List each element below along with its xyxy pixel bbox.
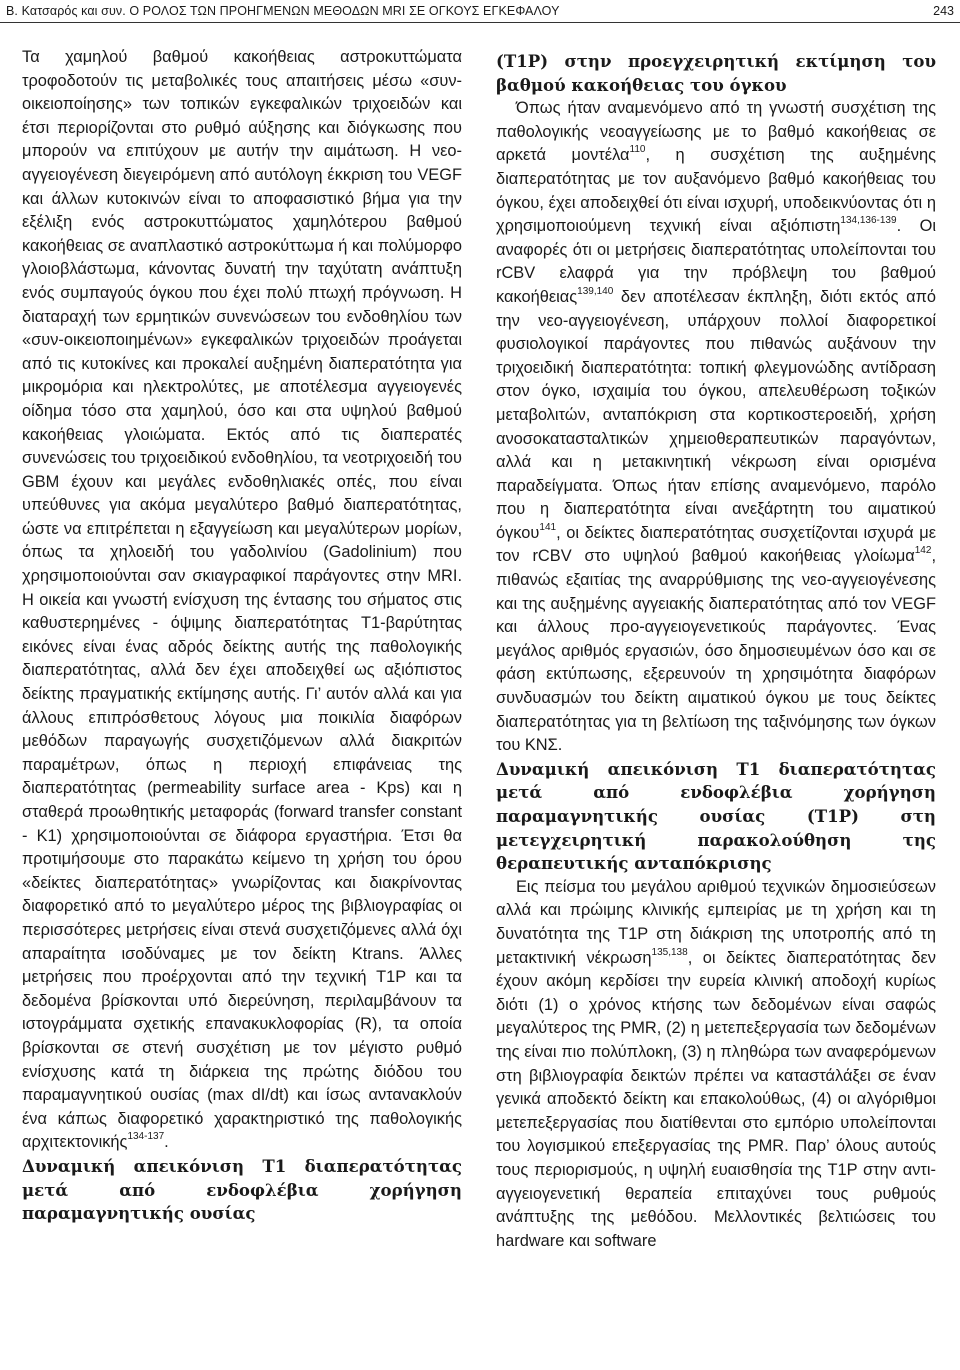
paragraph-text: , οι δείκτες διαπερατότητας δεν έχουν ακόμη κερδίσει την ευρεία κλινική αποδοχή κυρίως διότι (1) ο χρόνος κτήσης των δεδομένων είναι σαφώς μεγαλύτερος της PMR, (2) η μετεπεξεργασία των δεδομένων της είναι πιο πολύπλοκη, (3) η πληθώρα των αναφερόμενων στη βιβλιογραφία δεικτών πρέπει να καταστάλάξει σε έναν γενικά αποδεκτό δείκτη και επακολούθως, (4) οι αλγόριθμοι μετεπεξεργασίας που διατίθενται στο εμπόριο υπολείπονται του λογισμικού επεξεργασίας της PMR. Παρ’ όλους αυτούς τους περιορισμούς, η υψηλή ευαισθησία της T1P στην αντι-αγγειογενετική θεραπεία επιταχύνει τους ρυθμούς ανάπτυξης της μεθόδου. Μελλοντικές βελτιώσεις του hardware και software [496, 948, 936, 1250]
paragraph-text: δεν αποτέλεσαν έκπληξη, διότι εκτός από την νεο-αγγειογένεση, υπάρχουν πολλοί διαφορετικοί φυσιολογικοί παράγοντες που πιθανώς αυξάνουν την τριχοειδική διαπερατότητα: τοπική φλεγμονώδης αντίδραση στον όγκο, ισχαιμία του όγκου, απελευθέρωση τοξικών μεταβολιτών, ανταπόκριση στα κορτικοστεροειδή, χρήση ανοσοκατασταλτικών χημειοθεραπευτικών παραγόντων, αλλά και η μετακινητική νέκρωση είναι ορισμένα παραδείγματα. Όπως ήταν επίσης αναμενόμενο, παρόλο που η διαπερατότητα είναι ανεξάρτητη του αιματικού όγκου [496, 287, 936, 542]
paragraph-text: . Οι αναφορές ότι οι μετρήσεις διαπερατότητας υπολείπονται του rCBV ελαφρά για την πρόβλεψη του βαθμού κακοήθειας [496, 217, 936, 306]
page-number: 243 [933, 4, 954, 18]
paragraph-text: , οι δείκτες διαπερατότητας συσχετίζονται ισχυρά με τον rCBV στο υψηλού βαθμού κακοήθειας γλοίωμα [496, 523, 936, 566]
left-paragraph-text: Τα χαμηλού βαθμού κακοήθειας αστροκυττώματα τροφοδοτούν τις μεταβολικές τους απαιτήσεις μέσω «συν-οικειοποίησης» των τοπικών εγκεφαλικών τριχοειδών και έτσι περιορίζονται στο ρυθμό αύξησης και διόγκωσης που μπορούν να επιτύχουν με αυτήν την αιμάτωση. Η νεο-αγγειογένεση διεγειρόμενη από αυτόλογη έκκριση του VEGF και άλλων κυτοκινών είναι το αποφασιστικό βήμα για την εξέλιξη ενός αστροκυττώματος χαμηλότερου βαθμού κακοήθειας σε αναπλαστικό αστροκύττωμα ή και πολύμορφο γλοιοβλάστωμα, κάνοντας δυνατή την ταχύτατη ανάπτυξη ενός συμπαγούς όγκου που έχει πολύ πτωχή πρόγνωση. Η διαταραχή των ερμητικών συνενώσεων του ενδοθηλίου των «συν-οικειοποιημένων» εγκεφαλικών τριχοειδών προάγεται από τις κυτοκίνες και προκαλεί αυξημένη διαπερατότητα για μικρομόρια και ηλεκτρολύτες, με αποτέλεσμα αγγειογενές οίδημα τόσο στα χαμηλού, όσο και στα υψηλού βαθμού κακοήθειας γλοιώματα. Εκτός από τις διαπερατές συνενώσεις του τριχοειδικού ενδοθηλίου, τα νεοτριχοειδή του GBM έχουν και μεγάλες ενδοθηλιακές οπές, που είναι υπεύθυνες για ακόμα μεγαλύτερο βαθμό διαπερατότητας, ώστε να επιτρέπεται η εξαγγείωση και μεγαλύτερων μορίων, όπως τα χηλοειδή του γαδολινίου (Gadolinium) που χρησιμοποιούνται σαν σκιαγραφικοί παράγοντες στην MRI. Η οικεία και γνωστή ενίσχυση της έντασης του σήματος στις καθυστερημένες - όψιμης διαπερατότητας T1-βαρύτητας εικόνες είναι ένας αδρός δείκτης αυτής της παθολογικής διαπερατότητας, αλλά δεν έχει αποδειχθεί ως αξιόπιστος δείκτης πραγματικής εκτίμησης αυτής. Γι’ αυτόν αλλά και για άλλους επιπρόσθετους λόγους μια ποικιλία διαφόρων μεθόδων παραγωγής συσχετιζόμενων αλλά διακριτών παραμέτρων, όπως η περιοχή επιφάνειας της διαπερατότητας (permeability surface area - Kps) και η σταθερά προωθητικής μεταφοράς (forward transfer constant - K1) χρησιμοποιούνται σε διάφορα εργαστήρια. Έτσι θα προτιμήσουμε στο παρακάτω κείμενο τη χρήση του όρου «δείκτες διαπερατότητας» γνωρίζοντας και διακρίνοντας διαφορετικό από το μεγαλύτερο μέρος της βιβλιογραφίας οι περισσότερες μετρήσεις είναι στενά συσχετιζόμενες αλλά όχι απαραίτητα ισοδύναμες με τον δείκτη Ktrans. Άλλες μετρήσεις που προέρχονται από την τεχνική T1P και τα δεδομένα βρίσκονται υπό διερεύνηση, περιλαμβάνουν τα ιστογράμματα σχετικής επανακυκλοφορίας (R), τα οποία βρίσκονται σε στενή συσχέτιση με τον μέγιστο ρυθμό ενίσχυσης κατά τη διάρκεια της πρώτης διόδου του παραμαγνητικού ουσίας (max dI/dt) και ίσως αντανακλούν ένα κάπως διαφορετικό χαρακτηριστικό της παθολογικής αρχιτεκτονικής [22, 48, 462, 1152]
section-heading-preop: Δυναμική απεικόνιση T1 διαπερατότητας μετά από ενδοφλέβια χορήγηση παραμαγνητικής ουσίας [22, 1155, 462, 1224]
citation-ref: 139,140 [577, 285, 614, 297]
section-heading-preop-cont: (T1P) στην προεγχειρητική εκτίμηση του βαθμού κακοήθειας του όγκου [496, 51, 936, 95]
running-header [0, 0, 960, 22]
citation-ref: 134-137 [127, 1131, 165, 1143]
paragraph-text: Όπως ήταν αναμενόμενο από τη γνωστή συσχέτιση της παθολογικής νεοαγγείωσης με το βαθμό κακοήθειας σε αρκετά μοντέλα [496, 99, 936, 165]
citation-ref: 135,138 [651, 946, 688, 958]
right-column [496, 50, 936, 1370]
section-heading-postop: Δυναμική απεικόνιση T1 διαπερατότητας μετά από ενδοφλέβια χορήγηση παραμαγνητικής ουσίας (T1P) στη μετεγχειρητική παρακολούθηση της θεραπευτικής ανταπόκρισης [496, 758, 936, 874]
right-paragraph-followup [496, 876, 936, 1254]
paragraph-text: , η συσχέτιση της αυξημένης διαπερατότητας με τον αυξανόμενο βαθμό κακοήθειας του όγκου, έχει αποδειχθεί ότι είναι ισχυρή, υποδεικνύοντας ότι η χρησιμοποιούμενη τεχνική είναι αξιόπιστη [496, 146, 936, 236]
running-title: Β. Κατσαρός και συν. Ο ΡΟΛΟΣ ΤΩΝ ΠΡΟΗΓΜΕΝΩΝ ΜΕΘΟΔΩΝ MRI ΣΕ ΟΓΚΟΥΣ ΕΓΚΕΦΑΛΟΥ [6, 4, 560, 18]
citation-ref: 110 [629, 144, 646, 156]
right-paragraph-grading [496, 97, 936, 758]
paragraph-text: Εις πείσμα του μεγάλου αριθμού τεχνικών δημοσιεύσεων αλλά και πρώιμης κλινικής εμπειρίας με τη χρήση και τη δυνατότητα της T1P στη διάκριση της υποτροπής από τη μετακτινική νέκρωση [496, 877, 936, 967]
left-column [22, 46, 462, 1366]
header-rule [0, 22, 960, 23]
citation-ref: 141 [539, 521, 557, 533]
left-paragraph-end: . [164, 1133, 169, 1152]
citation-ref: 142 [914, 545, 932, 557]
citation-ref: 134,136-139 [840, 215, 897, 227]
left-paragraph [22, 46, 462, 1155]
paragraph-text: , πιθανώς εξαιτίας της αναρρύθμισης της νεο-αγγειογένεσης και της αυξημένης αγγειακής διαπερατότητας από τον VEGF και άλλους προ-αγγειογενετικούς παράγοντες. Ένας μεγάλος αριθμός εργασιών, όσο δημοσιευμένων όσο και σε φάση εκτύπωσης, εξερευνούν τη χρησιμότητα διαφόρων συνδυασμών του δείκτη αιματικού όγκου με τους δείκτες διαπερατότητας για τη βελτίωση της ταξινόμησης των όγκων του ΚΝΣ. [496, 547, 936, 755]
